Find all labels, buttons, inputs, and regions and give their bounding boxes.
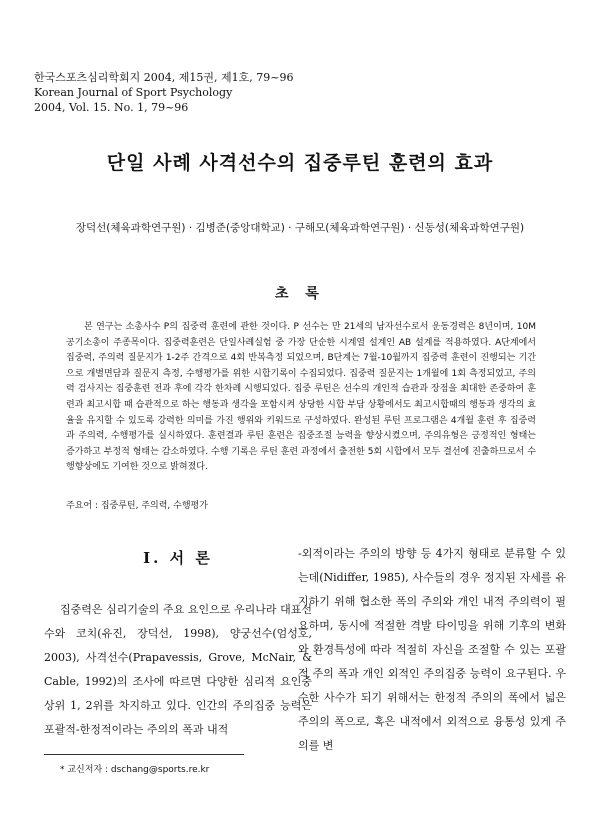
corresponding-author-footnote: * 교신저자 : dschang@sports.re.kr bbox=[60, 765, 210, 775]
journal-header-korean: 한국스포츠심리학회지 2004, 제15권, 제1호, 79~96 bbox=[34, 71, 294, 84]
paper-title: 단일 사례 사격선수의 집중루틴 훈련의 효과 bbox=[106, 152, 494, 174]
footnote-divider bbox=[44, 754, 244, 755]
keywords: 주요어 : 집중루틴, 주의력, 수행평가 bbox=[66, 501, 208, 511]
abstract-heading: 초 록 bbox=[275, 286, 325, 302]
intro-paragraph-left: 집중력은 심리기술의 주요 요인으로 우리나라 대표선수와 코치(유진, 장덕선, 1998), 양궁선수(엄성호, 2003), 사격선수(Prapavessis, Grove, McNair, & Cable, 1992)의 조사에 따르면 다양한 심리적 요인중 상위 1, 2위를 차지하고 있다. 인간의 주의집중 능력은 포괄적-한정적이라는 주의의 폭과 내적 bbox=[44, 603, 312, 736]
column-left bbox=[44, 538, 312, 742]
intro-paragraph-right: -외적이라는 주의의 방향 등 4가지 형태로 분류할 수 있는데(Nidiffer, 1985), 사수들의 경우 정지된 자세를 유지하기 위해 협소한 폭의 주의와 개인 내적 주의력이 필요하며, 동시에 적절한 격발 타이밍을 위해 기후의 변화와 환경특성에 따라 적절히 자신을 조절할 수 있는 포괄적 주의 폭과 개인 외적인 주의집중 능력이 요구된다. 우수한 사수가 되기 위해서는 한정적 주의의 폭에서 넓은 주의의 폭으로, 혹은 내적에서 외적으로 융통성 있게 주의를 변 bbox=[298, 547, 566, 752]
section-heading: I. 서 론 bbox=[143, 549, 213, 567]
journal-header-volume: 2004, Vol. 15. No. 1, 79~96 bbox=[34, 101, 189, 114]
column-right bbox=[298, 542, 566, 758]
abstract-text: 본 연구는 소총사수 P의 집중력 훈련에 관한 것이다. P 선수는 만 21세의 남자선수로서 운동경력은 8년이며, 10M 공기소총이 주종목이다. 집중력훈련은 단일사례실험 중 가장 단순한 시계열 설계인 AB 설계를 적용하였다. A단계에서 집중력, 주의력 질문지가 1-2주 간격으로 4회 반복측정 되었으며, B단계는 7월-10월까지 집중력 훈련이 진행되는 기간으로 개별면담과 질문지 측정, 수행평가를 위한 시합기록이 수집되었다. 집중력 질문지는 1개월에 1회 측정되었고, 주의력 검사지는 집중훈련 전과 후에 각각 한차례 시행되었다. 집중 루틴은 선수의 개인적 습관과 장점을 최대한 존중하여 훈련과 최고시합 때 습관적으로 하는 행동과 생각을 포함시켜 상당한 시합 부담 상황에서도 최고시합때의 행동과 생각의 효율을 유지할 수 있도록 강력한 의미를 가진 행위와 키워드로 구성하였다. 완성된 루틴 프로그램은 4개월 훈련 후 집중력과 주의력, 수행평가를 실시하였다. 훈련결과 루틴 훈련은 집중조절 능력을 향상시켰으며, 주의유형은 긍정적인 형태는 증가하고 부정적 형태는 감소하였다. 수행 기록은 루틴 훈련 과정에서 출전한 5회 시합에서 모두 결선에 진출하므로서 수행향상에도 기여한 것으로 밝혀졌다. bbox=[66, 322, 536, 473]
journal-header bbox=[34, 70, 293, 115]
journal-header-english: Korean Journal of Sport Psychology bbox=[34, 86, 233, 99]
author-list: 장덕선(체육과학연구원) · 김병준(중앙대학교) · 구해모(체육과학연구원) · 신동성(체육과학연구원) bbox=[75, 222, 525, 234]
